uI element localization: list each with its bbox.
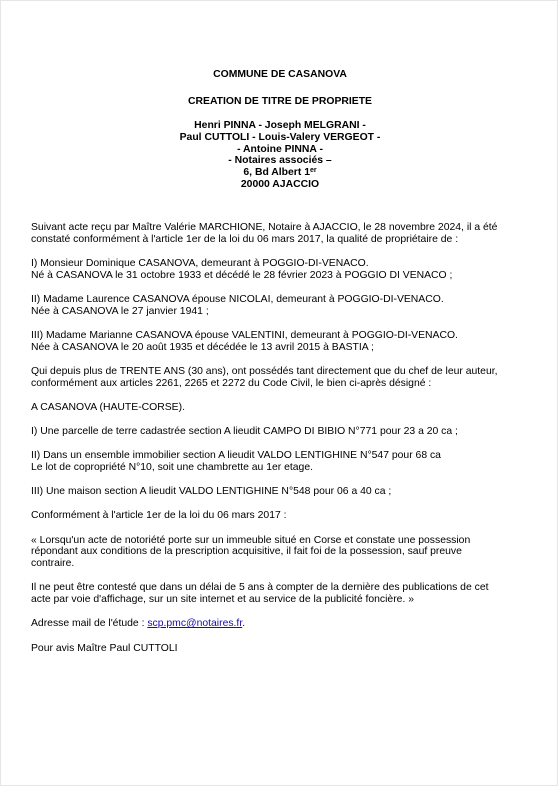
law-reference-paragraph	[31, 510, 551, 522]
document-body	[31, 222, 551, 667]
text-line: Suivant acte reçu par Maître Valérie MARCHIONE, Notaire à AJACCIO, le 28 novembre 2024, il a été	[31, 222, 498, 233]
notaires-line-3: - Antoine PINNA -	[237, 143, 323, 155]
text-line: conformément aux articles 2261, 2265 et 2272 du Code Civil, le bien ci-après désigné :	[31, 377, 432, 389]
mail-suffix: .	[242, 618, 246, 630]
address-superscript: er	[309, 167, 317, 175]
location-paragraph	[31, 402, 551, 414]
text-line: répondant aux conditions de la prescription acquisitive, il fait foi de la possession, sauf preuve	[31, 546, 462, 558]
property-2-paragraph	[31, 450, 551, 474]
text-line: II) Madame Laurence CASANOVA épouse NICOLAI, demeurant à POGGIO-DI-VENACO.	[31, 293, 444, 305]
owner-3-paragraph	[31, 330, 551, 354]
text-line: Conformément à l'article 1er de la loi du 06 mars 2017 :	[31, 510, 287, 522]
text-line: Né à CASANOVA le 31 octobre 1933 et décédé le 28 février 2023 à POGGIO DI VENACO ;	[31, 269, 453, 281]
quote-1-paragraph	[31, 535, 551, 570]
text-line: I) Une parcelle de terre cadastrée section A lieudit CAMPO DI BIBIO N°771 pour 23 a 20 ca ;	[31, 426, 458, 438]
owner-1-paragraph	[31, 258, 551, 282]
text-line: Née à CASANOVA le 20 août 1935 et décédée le 13 avril 2015 à BASTIA ;	[31, 341, 374, 353]
text-line: II) Dans un ensemble immobilier section A lieudit VALDO LENTIGHINE N°547 pour 68 ca	[31, 450, 441, 462]
text-line: A CASANOVA (HAUTE-CORSE).	[31, 401, 185, 413]
mail-link[interactable]: scp.pmc@notaires.fr	[147, 618, 243, 630]
quote-2-paragraph	[31, 582, 551, 606]
owner-2-paragraph	[31, 294, 551, 318]
text-line: acte par voie d'affichage, sur un site internet et au service de la publicité foncière. »	[31, 594, 415, 606]
text-line: Qui depuis plus de TRENTE ANS (30 ans), ont possédés tant directement que du chef de leur auteur,	[31, 365, 498, 377]
possession-paragraph	[31, 366, 551, 390]
text-line: contraire.	[31, 558, 75, 570]
intro-paragraph	[31, 222, 551, 246]
text-line: constaté conformément à l'article 1er de la loi du 06 mars 2017, la qualité de propriétaire de :	[31, 233, 459, 245]
text-line: « Lorsqu'un acte de notoriété porte sur un immeuble situé en Corse et constate une possession	[31, 534, 471, 546]
property-1-paragraph	[31, 426, 551, 438]
notaires-city: 20000 AJACCIO	[240, 178, 320, 190]
notaires-block	[1, 120, 558, 191]
notaires-line-1: Henri PINNA - Joseph MELGRANI -	[194, 120, 366, 131]
mail-label: Adresse mail de l'étude :	[31, 618, 148, 630]
text-line: Née à CASANOVA le 27 janvier 1941 ;	[31, 305, 209, 317]
text-line: Le lot de copropriété N°10, soit une chambrette au 1er etage.	[31, 462, 313, 474]
text-line: III) Madame Marianne CASANOVA épouse VALENTINI, demeurant à POGGIO-DI-VENACO.	[31, 329, 458, 341]
text-line: Il ne peut être contesté que dans un délai de 5 ans à compter de la dernière des publications de cet	[31, 582, 489, 594]
mail-paragraph	[31, 618, 551, 630]
notaires-line-2: Paul CUTTOLI - Louis-Valery VERGEOT -	[179, 131, 381, 143]
text-line: I) Monsieur Dominique CASANOVA, demeurant à POGGIO-DI-VENACO.	[31, 257, 369, 269]
notaires-line-4: - Notaires associés –	[228, 155, 332, 167]
text-line: Pour avis Maître Paul CUTTOLI	[31, 642, 178, 654]
signature-paragraph	[31, 643, 551, 655]
text-line: III) Une maison section A lieudit VALDO LENTIGHINE N°548 pour 06 a 40 ca ;	[31, 486, 392, 498]
notaires-address	[1, 167, 558, 179]
address-text: 6, Bd Albert 1	[243, 167, 310, 179]
commune-title: COMMUNE DE CASANOVA	[213, 69, 347, 80]
property-3-paragraph	[31, 486, 551, 498]
document-title: CREATION DE TITRE DE PROPRIETE	[188, 96, 372, 107]
